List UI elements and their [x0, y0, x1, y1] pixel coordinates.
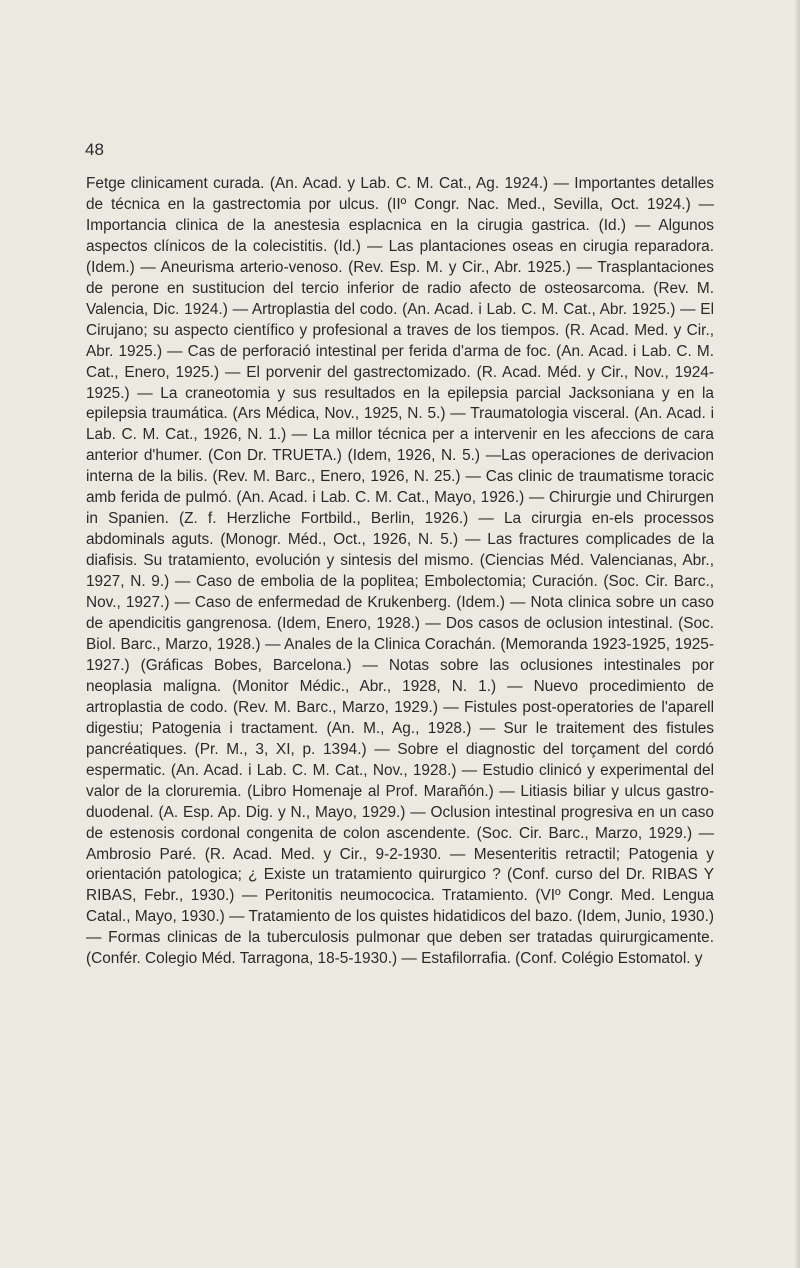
bibliography-paragraph: Fetge clinicament curada. (An. Acad. y Lab. C. M. Cat., Ag. 1924.) — Importantes detalles de técnica en la gastrectomia por ulcus. (IIº Congr. Nac. Med., Sevilla, Oct. 1924.) — Importancia clinica de la anestesia esplacnica en la cirugia gastrica. (Id.) — Algunos aspectos clínicos de la colecistitis. (Id.) — Las plantaciones oseas en cirugia reparadora. (Idem.) — Aneurisma arterio-venoso. (Rev. Esp. M. y Cir., Abr. 1925.) — Trasplantaciones de perone en sustitucion del tercio inferior de radio afecto de osteosarcoma. (Rev. M. Valencia, Dic. 1924.) — Artroplastia del codo. (An. Acad. i Lab. C. M. Cat., Abr. 1925.) — El Cirujano; su aspecto científico y profesional a traves de los tiempos. (R. Acad. Med. y Cir., Abr. 1925.) — Cas de perforació intestinal per ferida d'arma de foc. (An. Acad. i Lab. C. M. Cat., Enero, 1925.) — El porvenir del gastrectomizado. (R. Acad. Méd. y Cir., Nov., 1924-1925.) — La craneotomia y sus resultados en la epilepsia parcial Jacksoniana y en la epilepsia traumática. (Ars Médica, Nov., 1925, N. 5.) — Traumatologia visceral. (An. Acad. i Lab. C. M. Cat., 1926, N. 1.) — La millor técnica per a intervenir en les afeccions de cara anterior d'humer. (Con Dr. TRUETA.) (Idem, 1926, N. 5.) —Las operaciones de derivacion interna de la bilis. (Rev. M. Barc., Enero, 1926, N. 25.) — Cas clinic de traumatisme toracic amb ferida de pulmó. (An. Acad. i Lab. C. M. Cat., Mayo, 1926.) — Chirurgie und Chirurgen in Spanien. (Z. f. Herzliche Fortbild., Berlin, 1926.) — La cirurgia en-els processos abdominals aguts. (Monogr. Méd., Oct., 1926, N. 5.) — Las fractures complicades de la diafisis. Su tratamiento, evolución y sintesis del mismo. (Ciencias Méd. Valencianas, Abr., 1927, N. 9.) — Caso de embolia de la poplitea; Embolectomia; Curación. (Soc. Cir. Barc., Nov., 1927.) — Caso de enfermedad de Krukenberg. (Idem.) — Nota clinica sobre un caso de apendicitis gangrenosa. (Idem, Enero, 1928.) — Dos casos de oclusion intestinal. (Soc. Biol. Barc., Marzo, 1928.) — Anales de la Clinica Corachán. (Memoranda 1923-1925, 1925-1927.) (Gráficas Bobes, Barcelona.) — Notas sobre las oclusiones intestinales por neoplasia maligna. (Monitor Médic., Abr., 1928, N. 1.) — Nuevo procedimiento de artroplastia de codo. (Rev. M. Barc., Marzo, 1929.) — Fistules post-operatories de l'aparell digestiu; Patogenia i tractament. (An. M., Ag., 1928.) — Sur le traitement des fistules pancréatiques. (Pr. M., 3, XI, p. 1394.) — Sobre el diagnostic del torçament del cordó espermatic. (An. Acad. i Lab. C. M. Cat., Nov., 1928.) — Estudio clinicó y experimental del valor de la cloruremia. (Libro Homenaje al Prof. Marañón.) — Litiasis biliar y ulcus gastro-duodenal. (A. Esp. Ap. Dig. y N., Mayo, 1929.) — Oclusion intestinal progresiva en un caso de estenosis cordonal congenita de colon ascendente. (Soc. Cir. Barc., Marzo, 1929.) — Ambrosio Paré. (R. Acad. Med. y Cir., 9-2-1930. — Mesenteritis retractil; Patogenia y orientación patologica; ¿ Existe un tratamiento quirurgico ? (Conf. curso del Dr. RIBAS Y RIBAS, Febr., 1930.) — Peritonitis neumococica. Tratamiento. (VIº Congr. Med. Lengua Catal., Mayo, 1930.) — Tratamiento de los quistes hidatidicos del bazo. (Idem, Junio, 1930.) — Formas clinicas de la tuberculosis pulmonar que deben ser tratadas quirurgicamente. (Confér. Colegio Méd. Tarragona, 18-5-1930.) — Estafilorrafia. (Conf. Colégio Estomatol. y [86, 175, 714, 968]
page-edge-shadow [794, 0, 800, 1268]
page-number: 48 [85, 140, 104, 159]
bibliography-text [86, 174, 714, 970]
